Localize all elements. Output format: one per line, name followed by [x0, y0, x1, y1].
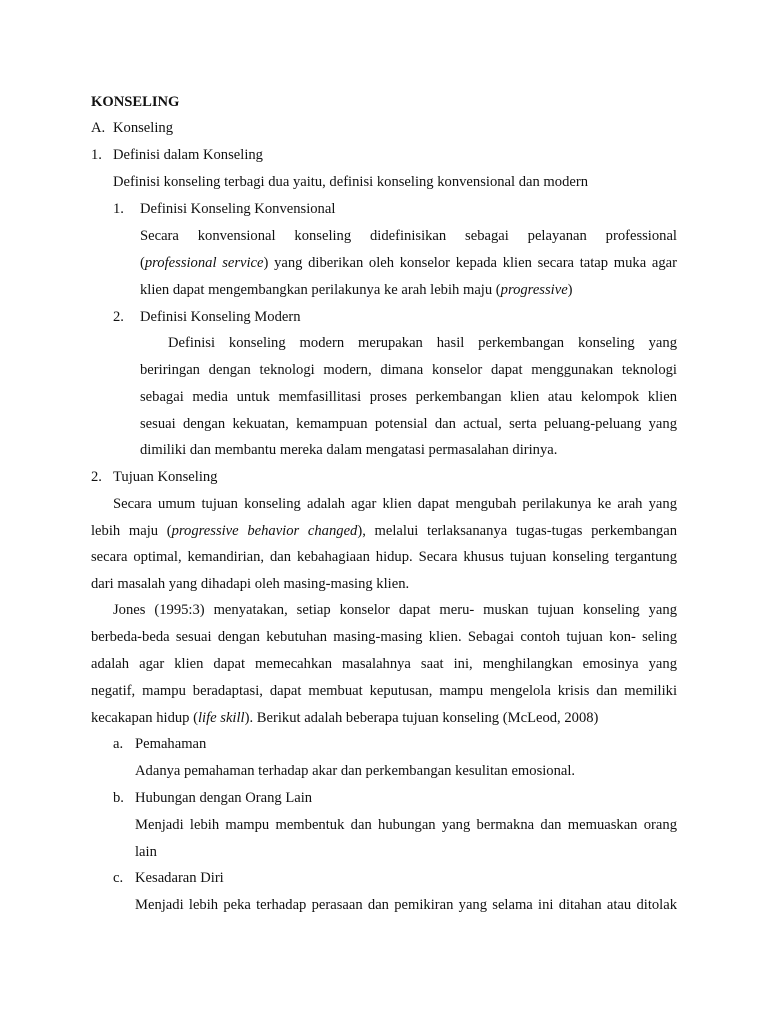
subsection-2-heading — [0, 464, 768, 491]
paragraph-b-line-5 — [91, 705, 768, 732]
doc-title: KONSELING — [91, 94, 180, 110]
list-item-c-heading — [0, 865, 768, 892]
paragraph-b-line-4: negatif, mampu beradaptasi, dapat membuat keputusan, mampu mengelola krisis dan memiliki — [91, 683, 677, 699]
paragraph-a-line-1: Secara umum tujuan konseling adalah agar klien dapat mengubah perilakunya ke arah yang — [113, 496, 677, 512]
paragraph-b-line-1: Jones (1995:3) menyatakan, setiap konselor dapat meru- muskan tujuan konseling yang — [113, 602, 677, 618]
definition-2-line-5: dimiliki dan membantu mereka dalam mengatasi permasalahan dirinya. — [140, 442, 558, 458]
list-item-b-text-1: Menjadi lebih mampu membentuk dan hubungan yang bermakna dan memuaskan orang — [135, 817, 677, 833]
subsection-2-number: 2. — [91, 469, 102, 485]
text-run: kecakapan hidup ( — [91, 710, 198, 726]
definition-2-label: Definisi Konseling Modern — [140, 309, 301, 325]
emphasis-text: professional service — [144, 255, 264, 271]
list-item-b-text-2: lain — [135, 844, 157, 860]
definition-1-label: Definisi Konseling Konvensional — [140, 201, 336, 217]
subsection-1-heading — [0, 142, 768, 169]
list-item-a-text: Adanya pemahaman terhadap akar dan perkembangan kesulitan emosional. — [135, 763, 576, 779]
definition-2-line-3: sebagai media untuk memfasillitasi proses perkembangan klien atau kelompok klien — [140, 389, 677, 405]
definition-2-line-1: Definisi konseling modern merupakan hasil perkembangan konseling yang — [168, 335, 677, 351]
list-item-b-heading — [0, 785, 768, 812]
text-run: ), melalui terlaksananya tugas-tugas perkembangan — [357, 523, 677, 539]
text-run: ( — [140, 255, 145, 271]
emphasis-text: life skill — [197, 710, 245, 726]
emphasis-text: progressive behavior changed — [171, 523, 358, 539]
subsection-2-label: Tujuan Konseling — [113, 469, 218, 485]
doc-title-line — [0, 89, 768, 116]
text-run: ) — [567, 282, 573, 298]
list-item-c-text: Menjadi lebih peka terhadap perasaan dan pemikiran yang selama ini ditahan atau ditolak — [135, 897, 677, 913]
list-item-a-number: a. — [113, 736, 124, 752]
definition-2-heading — [0, 304, 768, 331]
section-a-heading — [0, 115, 768, 142]
definition-1-heading — [0, 196, 768, 223]
subsection-1-intro — [0, 169, 768, 196]
paragraph-b-line-2: berbeda-beda sesuai dengan kebutuhan masing-masing klien. Sebagai contoh tujuan kon- seling — [91, 629, 677, 645]
definition-1-number: 1. — [113, 201, 124, 217]
list-item-c-label: Kesadaran Diri — [135, 870, 224, 886]
definition-2-line-4: sesuai dengan kekuatan, kemampuan potensial dan actual, serta peluang-peluang yang — [140, 416, 677, 432]
intro-text: Definisi konseling terbagi dua yaitu, definisi konseling konvensional dan modern — [113, 174, 589, 190]
list-item-b-label: Hubungan dengan Orang Lain — [135, 790, 313, 806]
text-run: ) yang diberikan oleh konselor kepada klien secara tatap muka agar — [263, 255, 677, 271]
text-run: klien dapat mengembangkan perilakunya ke arah lebih maju ( — [140, 282, 501, 298]
section-a-number: A. — [91, 120, 106, 136]
paragraph-a-line-2 — [91, 518, 677, 545]
paragraph-a-line-4: dari masalah yang dihadapi oleh masing-masing klien. — [91, 576, 410, 592]
paragraph-a-line-3: secara optimal, kemandirian, dan kebahagiaan hidup. Secara khusus tujuan konseling tergantung — [91, 549, 677, 565]
definition-1-line-3 — [140, 277, 768, 304]
emphasis-text: progressive — [500, 282, 568, 298]
definition-2-number: 2. — [113, 309, 124, 325]
text-run: ). Berikut adalah beberapa tujuan konseling (McLeod, 2008) — [244, 710, 599, 726]
paragraph-b-line-3: adalah agar klien dapat memecahkan masalahnya saat ini, menghilangkan emosinya yang — [91, 656, 677, 672]
list-item-b-number: b. — [113, 790, 124, 806]
text-run: lebih maju ( — [91, 523, 172, 539]
subsection-1-label: Definisi dalam Konseling — [113, 147, 263, 163]
definition-1-line-2 — [140, 250, 677, 277]
list-item-a-heading — [0, 731, 768, 758]
section-a-label: Konseling — [113, 120, 173, 136]
subsection-1-number: 1. — [91, 147, 102, 163]
list-item-a-label: Pemahaman — [135, 736, 207, 752]
definition-2-line-2: beriringan dengan teknologi modern, dimana konselor dapat menggunakan teknologi — [140, 362, 677, 378]
list-item-c-number: c. — [113, 870, 124, 886]
definition-1-line-1: Secara konvensional konseling didefinisikan sebagai pelayanan professional — [140, 228, 677, 244]
